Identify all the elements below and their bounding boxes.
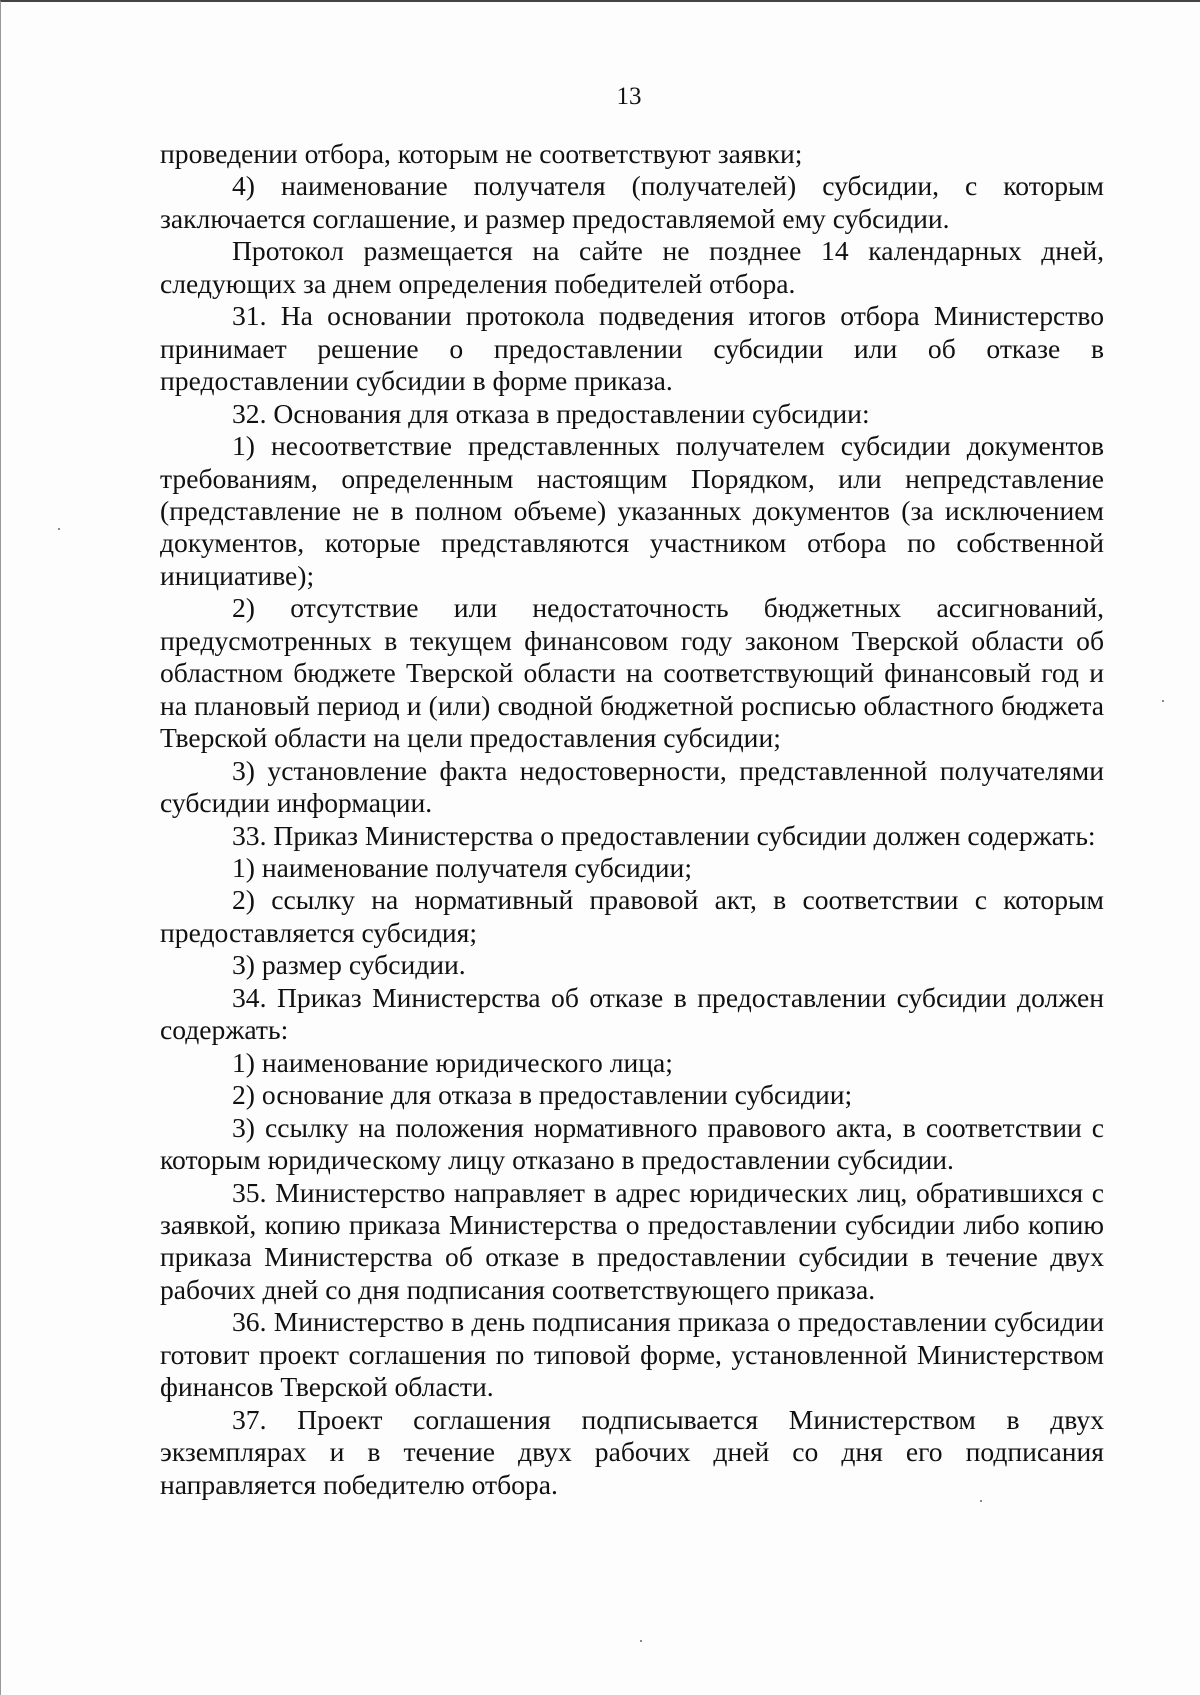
- paragraph: проведении отбора, которым не соответствуют заявки;: [160, 138, 803, 169]
- paragraph: 1) несоответствие представленных получателем субсидии документов требованиям, определенным настоящим Порядком, или непредставление (представление не в полном объеме) указанных документов (за исключением документов, которые представляются участником отбора по собственной инициативе);: [160, 430, 1104, 591]
- paragraph: Протокол размещается на сайте не позднее 14 календарных дней, следующих за днем определения победителей отбора.: [160, 235, 1104, 299]
- page-number: 13: [616, 83, 642, 110]
- paragraph: 2) отсутствие или недостаточность бюджетных ассигнований, предусмотренных в текущем финансовом году законом Тверской области об областном бюджете Тверской области на соответствующий финансовый год и на плановый период и (или) сводной бюджетной росписью областного бюджета Тверской области на цели предоставления субсидии;: [160, 592, 1104, 754]
- document-body: [160, 138, 1104, 1501]
- paragraph: 2) ссылку на нормативный правовой акт, в соответствии с которым предоставляется субсидия;: [160, 884, 1104, 948]
- paragraph: 36. Министерство в день подписания приказа о предоставлении субсидии готовит проект соглашения по типовой форме, установленной Министерством финансов Тверской области.: [160, 1306, 1104, 1403]
- paragraph: 1) наименование юридического лица;: [232, 1046, 673, 1078]
- paragraph: 37. Проект соглашения подписывается Министерством в двух экземплярах и в течение двух рабочих дней со дня его подписания направляется победителю отбора.: [160, 1403, 1104, 1500]
- paragraph: 3) размер субсидии.: [232, 949, 466, 981]
- paragraph: 2) основание для отказа в предоставлении субсидии;: [232, 1079, 853, 1111]
- paragraph: 35. Министерство направляет в адрес юридических лиц, обратившихся с заявкой, копию приказа Министерства о предоставлении субсидии либо копию приказа Министерства об отказе в предоставлении субсидии в течение двух рабочих дней со дня подписания соответствующего приказа.: [160, 1176, 1104, 1305]
- paragraph: 32. Основания для отказа в предоставлении субсидии:: [232, 397, 870, 429]
- paragraph: 34. Приказ Министерства об отказе в предоставлении субсидии должен содержать:: [160, 981, 1104, 1046]
- scan-speck: [58, 528, 60, 530]
- scan-speck: [1162, 700, 1164, 702]
- paragraph: 33. Приказ Министерства о предоставлении субсидии должен содержать:: [232, 819, 1096, 851]
- paragraph: 1) наименование получателя субсидии;: [232, 851, 692, 883]
- paragraph: 4) наименование получателя (получателей) субсидии, с которым заключается соглашение, и размер предоставляемой ему субсидии.: [160, 170, 1104, 234]
- paragraph: 3) ссылку на положения нормативного правового акта, в соответствии с которым юридическому лицу отказано в предоставлении субсидии.: [160, 1111, 1104, 1176]
- paragraph: 31. На основании протокола подведения итогов отбора Министерство принимает решение о предоставлении субсидии или об отказе в предоставлении субсидии в форме приказа.: [160, 300, 1104, 397]
- paragraph: 3) установление факта недостоверности, представленной получателями субсидии информации.: [160, 754, 1104, 819]
- scan-speck: [640, 1640, 642, 1642]
- scan-speck: [980, 1500, 982, 1502]
